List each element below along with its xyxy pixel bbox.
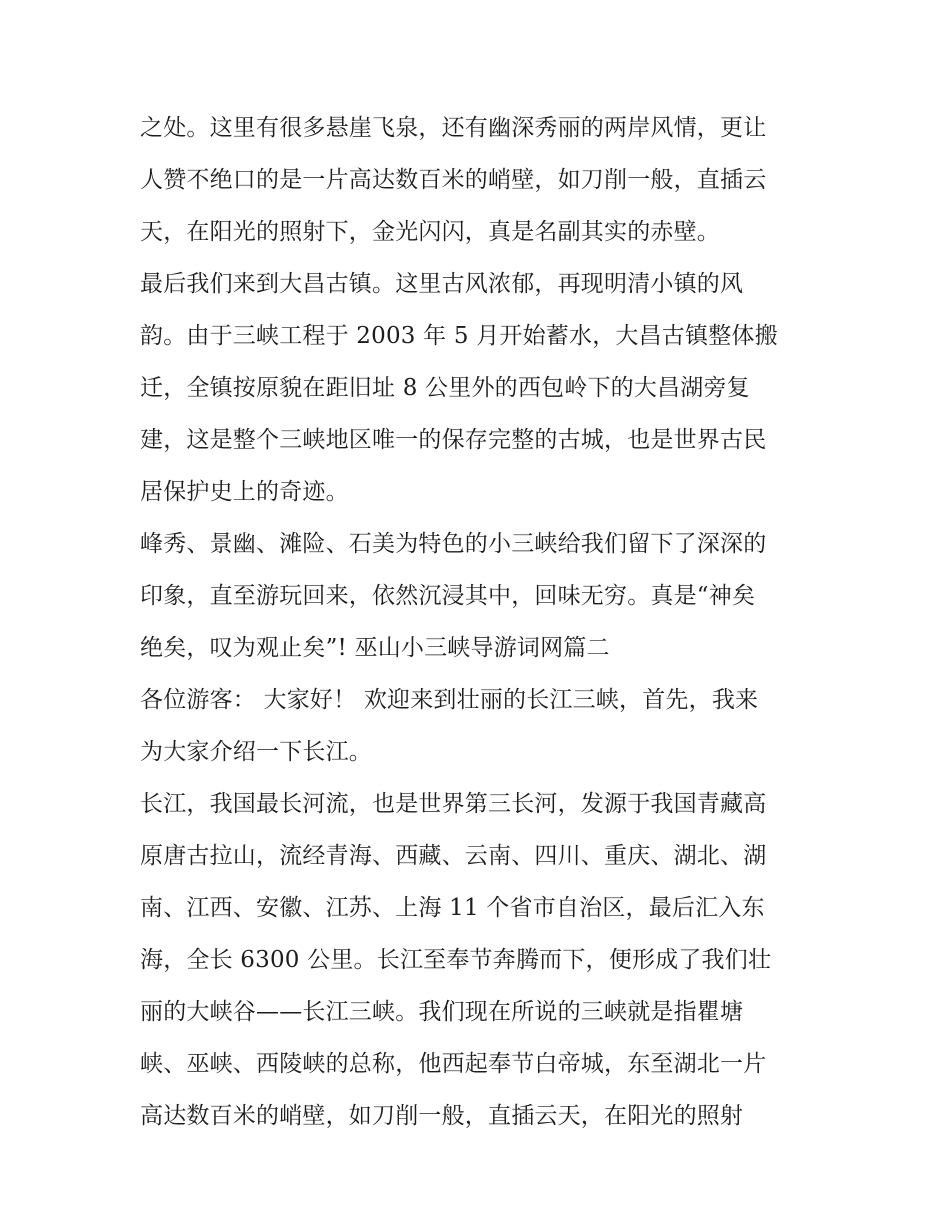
text-line: 峰秀、景幽、滩险、石美为特色的小三峡给我们留下了深深的	[140, 531, 767, 557]
text-line: 峡、巫峡、西陵峡的总称，他西起奉节白帝城，东至湖北一片	[140, 1051, 767, 1077]
text-line: 高达数百米的峭壁，如刀削一般，直插云天，在阳光的照射	[140, 1103, 744, 1129]
text-line: 天，在阳光的照射下，金光闪闪，真是名副其实的赤壁。	[140, 219, 720, 245]
text-line: 丽的大峡谷——长江三峡。我们现在所说的三峡就是指瞿塘	[140, 999, 744, 1025]
text-line: 印象，直至游玩回来，依然沉浸其中，回味无穷。真是“神矣	[140, 583, 756, 609]
text-line: 居保护史上的奇迹。	[140, 479, 349, 505]
text-line: 韵。由于三峡工程于 2003 年 5 月开始蓄水，大昌古镇整体搬	[140, 323, 778, 349]
body-text	[140, 102, 820, 1142]
text-line: 人赞不绝口的是一片高达数百米的峭壁，如刀削一般，直插云	[140, 167, 767, 193]
text-line: 为大家介绍一下长江。	[140, 739, 372, 765]
text-line: 绝矣，叹为观止矣”! 巫山小三峡导游词网篇二	[140, 635, 610, 661]
text-line: 之处。这里有很多悬崖飞泉，还有幽深秀丽的两岸风情，更让	[140, 115, 767, 141]
text-line: 原唐古拉山，流经青海、西藏、云南、四川、重庆、湖北、湖	[140, 843, 767, 869]
text-line: 建，这是整个三峡地区唯一的保存完整的古城，也是世界古民	[140, 427, 767, 453]
text-line: 南、江西、安徽、江苏、上海 11 个省市自治区，最后汇入东	[140, 895, 765, 921]
text-line: 海，全长 6300 公里。长江至奉节奔腾而下，便形成了我们壮	[140, 947, 772, 973]
text-line: 长江，我国最长河流，也是世界第三长河，发源于我国青藏高	[140, 791, 767, 817]
text-line: 最后我们来到大昌古镇。这里古风浓郁，再现明清小镇的风	[140, 271, 744, 297]
text-line: 各位游客： 大家好！ 欢迎来到壮丽的长江三峡，首先，我来	[140, 687, 759, 713]
text-line: 迁，全镇按原貌在距旧址 8 公里外的西包岭下的大昌湖旁复	[140, 375, 750, 401]
